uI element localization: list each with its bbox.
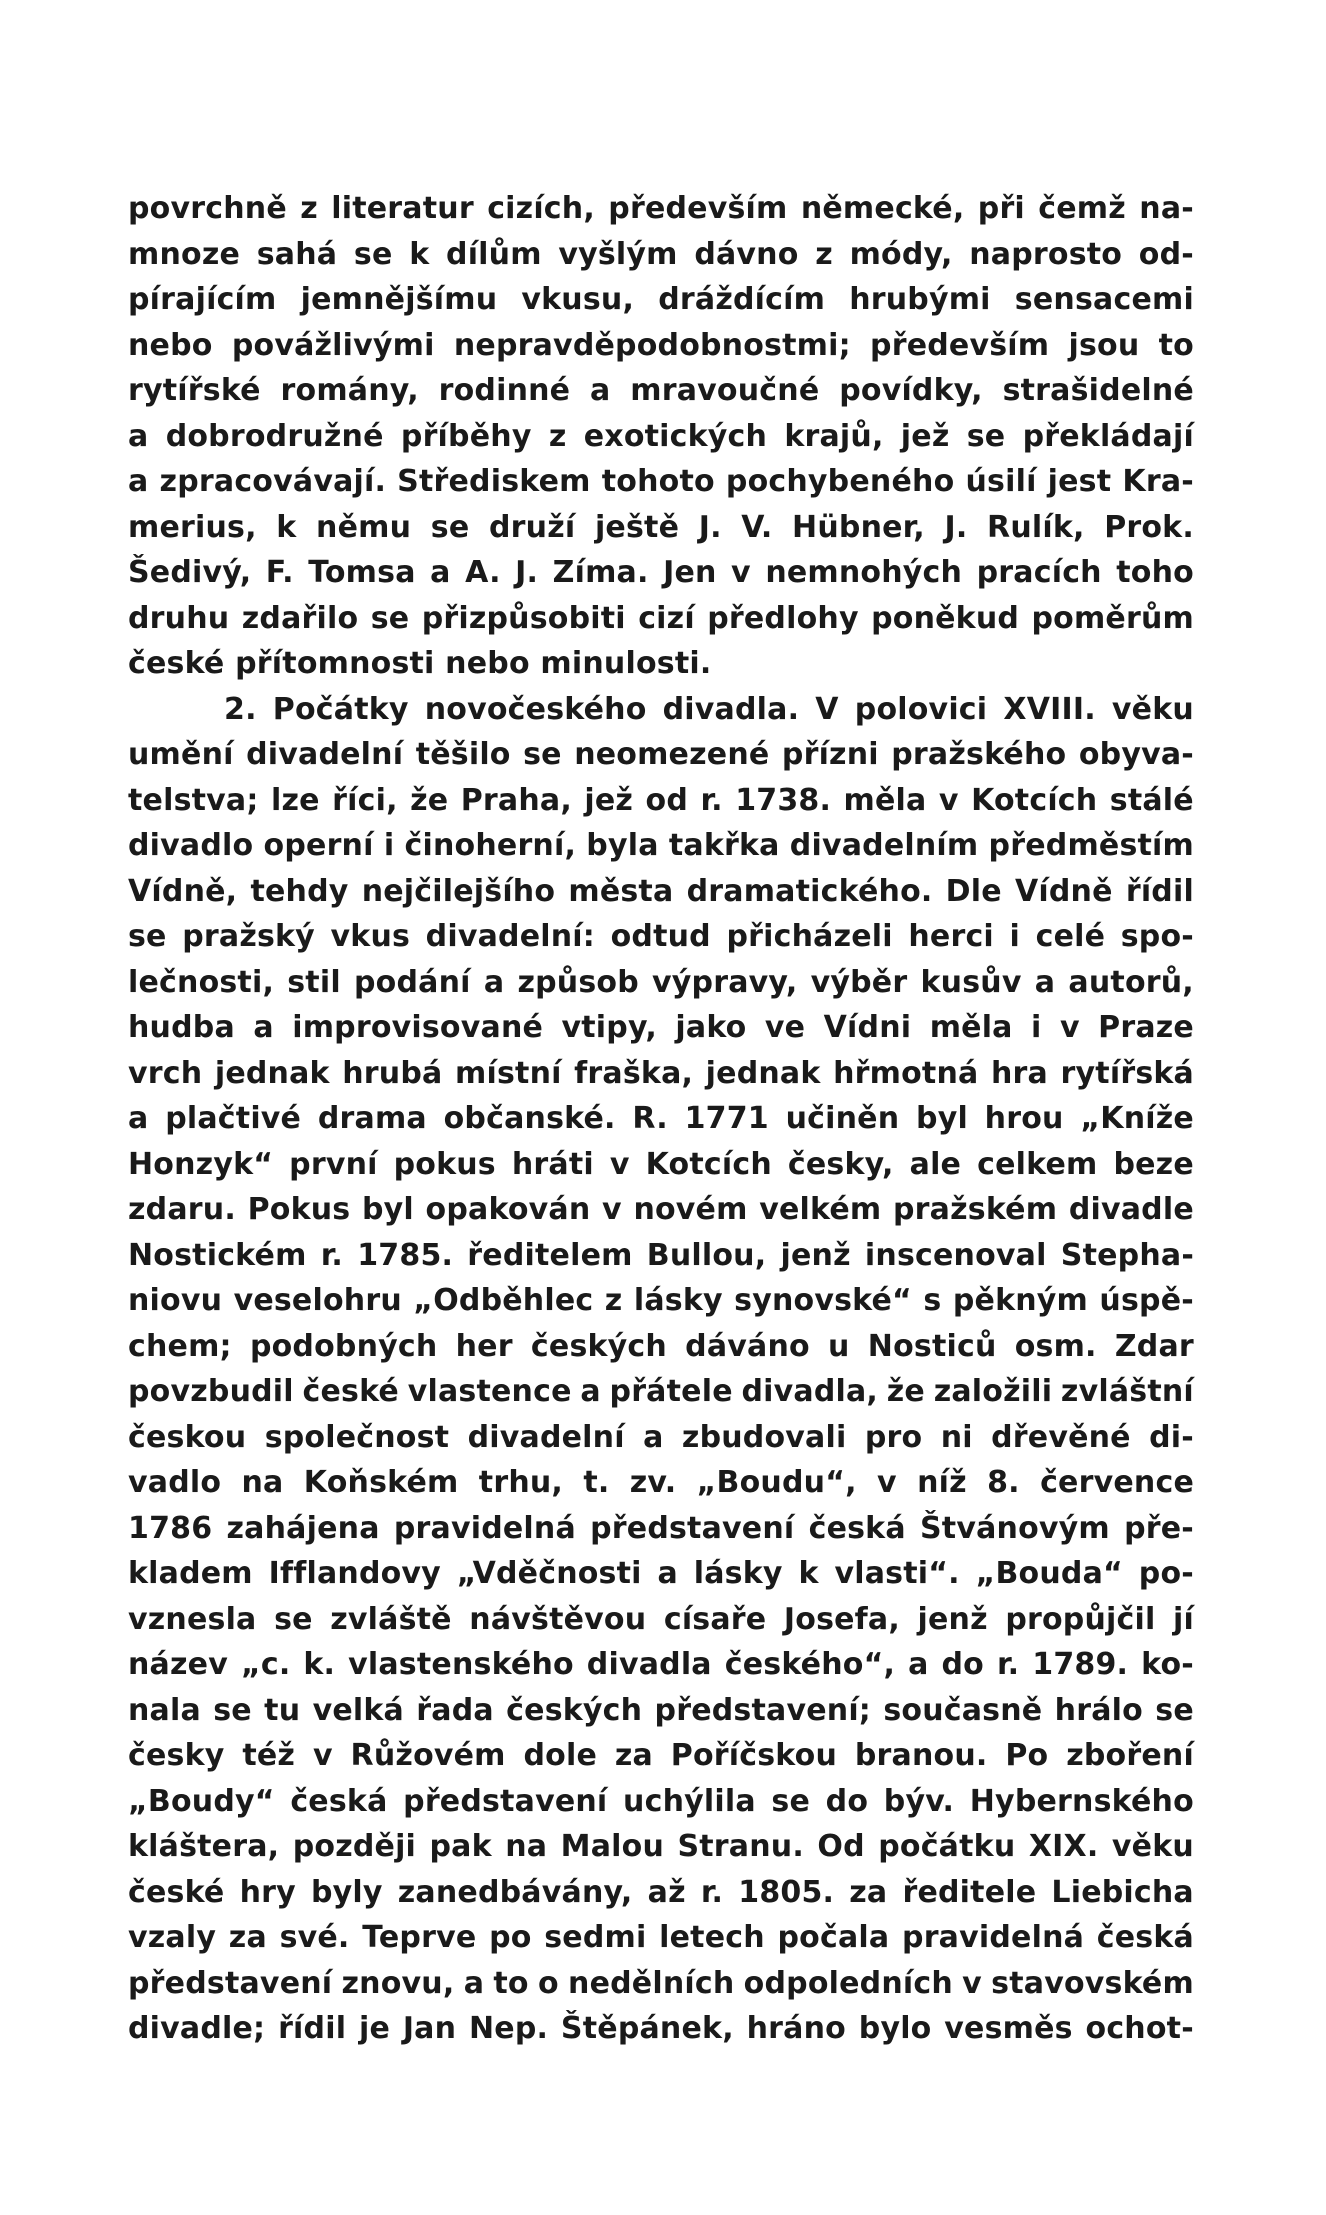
- text-line: a dobrodružné příběhy z exotických krajů, jež se překládají: [128, 418, 1194, 454]
- text-line: telstva; lze říci, že Praha, jež od r. 1738. měla v Kotcích stálé: [128, 782, 1194, 818]
- text-line: kláštera, později pak na Malou Stranu. Od počátku XIX. věku: [128, 1829, 1194, 1864]
- text-line: se pražský vkus divadelní: odtud přicházeli herci i celé spo-: [128, 919, 1194, 954]
- text-line: 2. Počátky novočeského divadla. V polovici XVIII. věku: [224, 691, 1194, 727]
- text-line: české přítomnosti nebo minulosti.: [128, 646, 712, 681]
- text-line: hudba a improvisované vtipy, jako ve Vídni měla i v Praze: [128, 1010, 1194, 1045]
- text-line: povrchně z literatur cizích, především německé, při čemž na-: [128, 191, 1194, 226]
- text-line: 1786 zahájena pravidelná představení česká Štvánovým pře-: [128, 1510, 1194, 1546]
- text-line: niovu veselohru „Odběhlec z lásky synovské“ s pěkným úspě-: [128, 1283, 1194, 1318]
- text-line: zdaru. Pokus byl opakován v novém velkém pražském divadle: [128, 1192, 1194, 1227]
- text-line: české hry byly zanedbávány, až r. 1805. za ředitele Liebicha: [128, 1874, 1194, 1910]
- text-line: vzaly za své. Teprve po sedmi letech počala pravidelná česká: [128, 1920, 1194, 1955]
- body-text: [128, 186, 1194, 2052]
- text-line: divadlo operní i činoherní, byla takřka divadelním předměstím: [128, 828, 1194, 863]
- text-line: českou společnost divadelní a zbudovali pro ni dřevěné di-: [128, 1419, 1194, 1455]
- text-line: a zpracovávají. Střediskem tohoto pochybeného úsilí jest Kra-: [128, 464, 1194, 499]
- text-line: kladem Ifflandovy „Vděčnosti a lásky k vlasti“. „Bouda“ po-: [128, 1556, 1194, 1591]
- text-line: česky též v Růžovém dole za Poříčskou branou. Po zboření: [128, 1738, 1194, 1773]
- text-line: vadlo na Koňském trhu, t. zv. „Boudu“, v níž 8. července: [128, 1465, 1194, 1500]
- text-line: Šedivý, F. Tomsa a A. J. Zíma. Jen v nemnohých pracích toho: [128, 555, 1194, 590]
- text-line: nebo povážlivými nepravděpodobnostmi; především jsou to: [128, 327, 1194, 363]
- text-line: pírajícím jemnějšímu vkusu, dráždícím hrubými sensacemi: [128, 282, 1194, 317]
- text-line: Nostickém r. 1785. ředitelem Bullou, jenž inscenoval Stepha-: [128, 1237, 1194, 1273]
- text-line: Honzyk“ první pokus hráti v Kotcích česky, ale celkem beze: [128, 1146, 1194, 1182]
- text-line: merius, k němu se druží ještě J. V. Hübner, J. Rulík, Prok.: [128, 509, 1194, 545]
- text-line: název „c. k. vlastenského divadla českého“, a do r. 1789. ko-: [128, 1647, 1194, 1682]
- text-line: rytířské romány, rodinné a mravoučné povídky, strašidelné: [128, 373, 1194, 408]
- text-line: povzbudil české vlastence a přátele divadla, že založili zvláštní: [128, 1374, 1194, 1409]
- text-line: vznesla se zvláště návštěvou císaře Josefa, jenž propůjčil jí: [128, 1601, 1194, 1637]
- text-line: mnoze sahá se k dílům vyšlým dávno z módy, naprosto od-: [128, 236, 1194, 272]
- text-line: vrch jednak hrubá místní fraška, jednak hřmotná hra rytířská: [128, 1055, 1194, 1091]
- text-line: Vídně, tehdy nejčilejšího města dramatického. Dle Vídně řídil: [128, 873, 1194, 909]
- text-line: chem; podobných her českých dáváno u Nosticů osm. Zdar: [128, 1328, 1194, 1364]
- text-line: druhu zdařilo se přizpůsobiti cizí předlohy poněkud poměrům: [128, 600, 1194, 636]
- text-line: lečnosti, stil podání a způsob výpravy, výběr kusův a autorů,: [128, 964, 1194, 1000]
- text-line: a plačtivé drama občanské. R. 1771 učiněn byl hrou „Kníže: [128, 1101, 1194, 1136]
- text-line: divadle; řídil je Jan Nep. Štěpánek, hráno bylo vesměs ochot-: [128, 2011, 1194, 2046]
- text-line: představení znovu, a to o nedělních odpoledních v stavovském: [128, 1965, 1194, 2001]
- text-line: nala se tu velká řada českých představení; současně hrálo se: [128, 1692, 1194, 1728]
- text-line: „Boudy“ česká představení uchýlila se do býv. Hybernského: [128, 1783, 1194, 1819]
- text-line: umění divadelní těšilo se neomezené přízni pražského obyva-: [128, 737, 1194, 772]
